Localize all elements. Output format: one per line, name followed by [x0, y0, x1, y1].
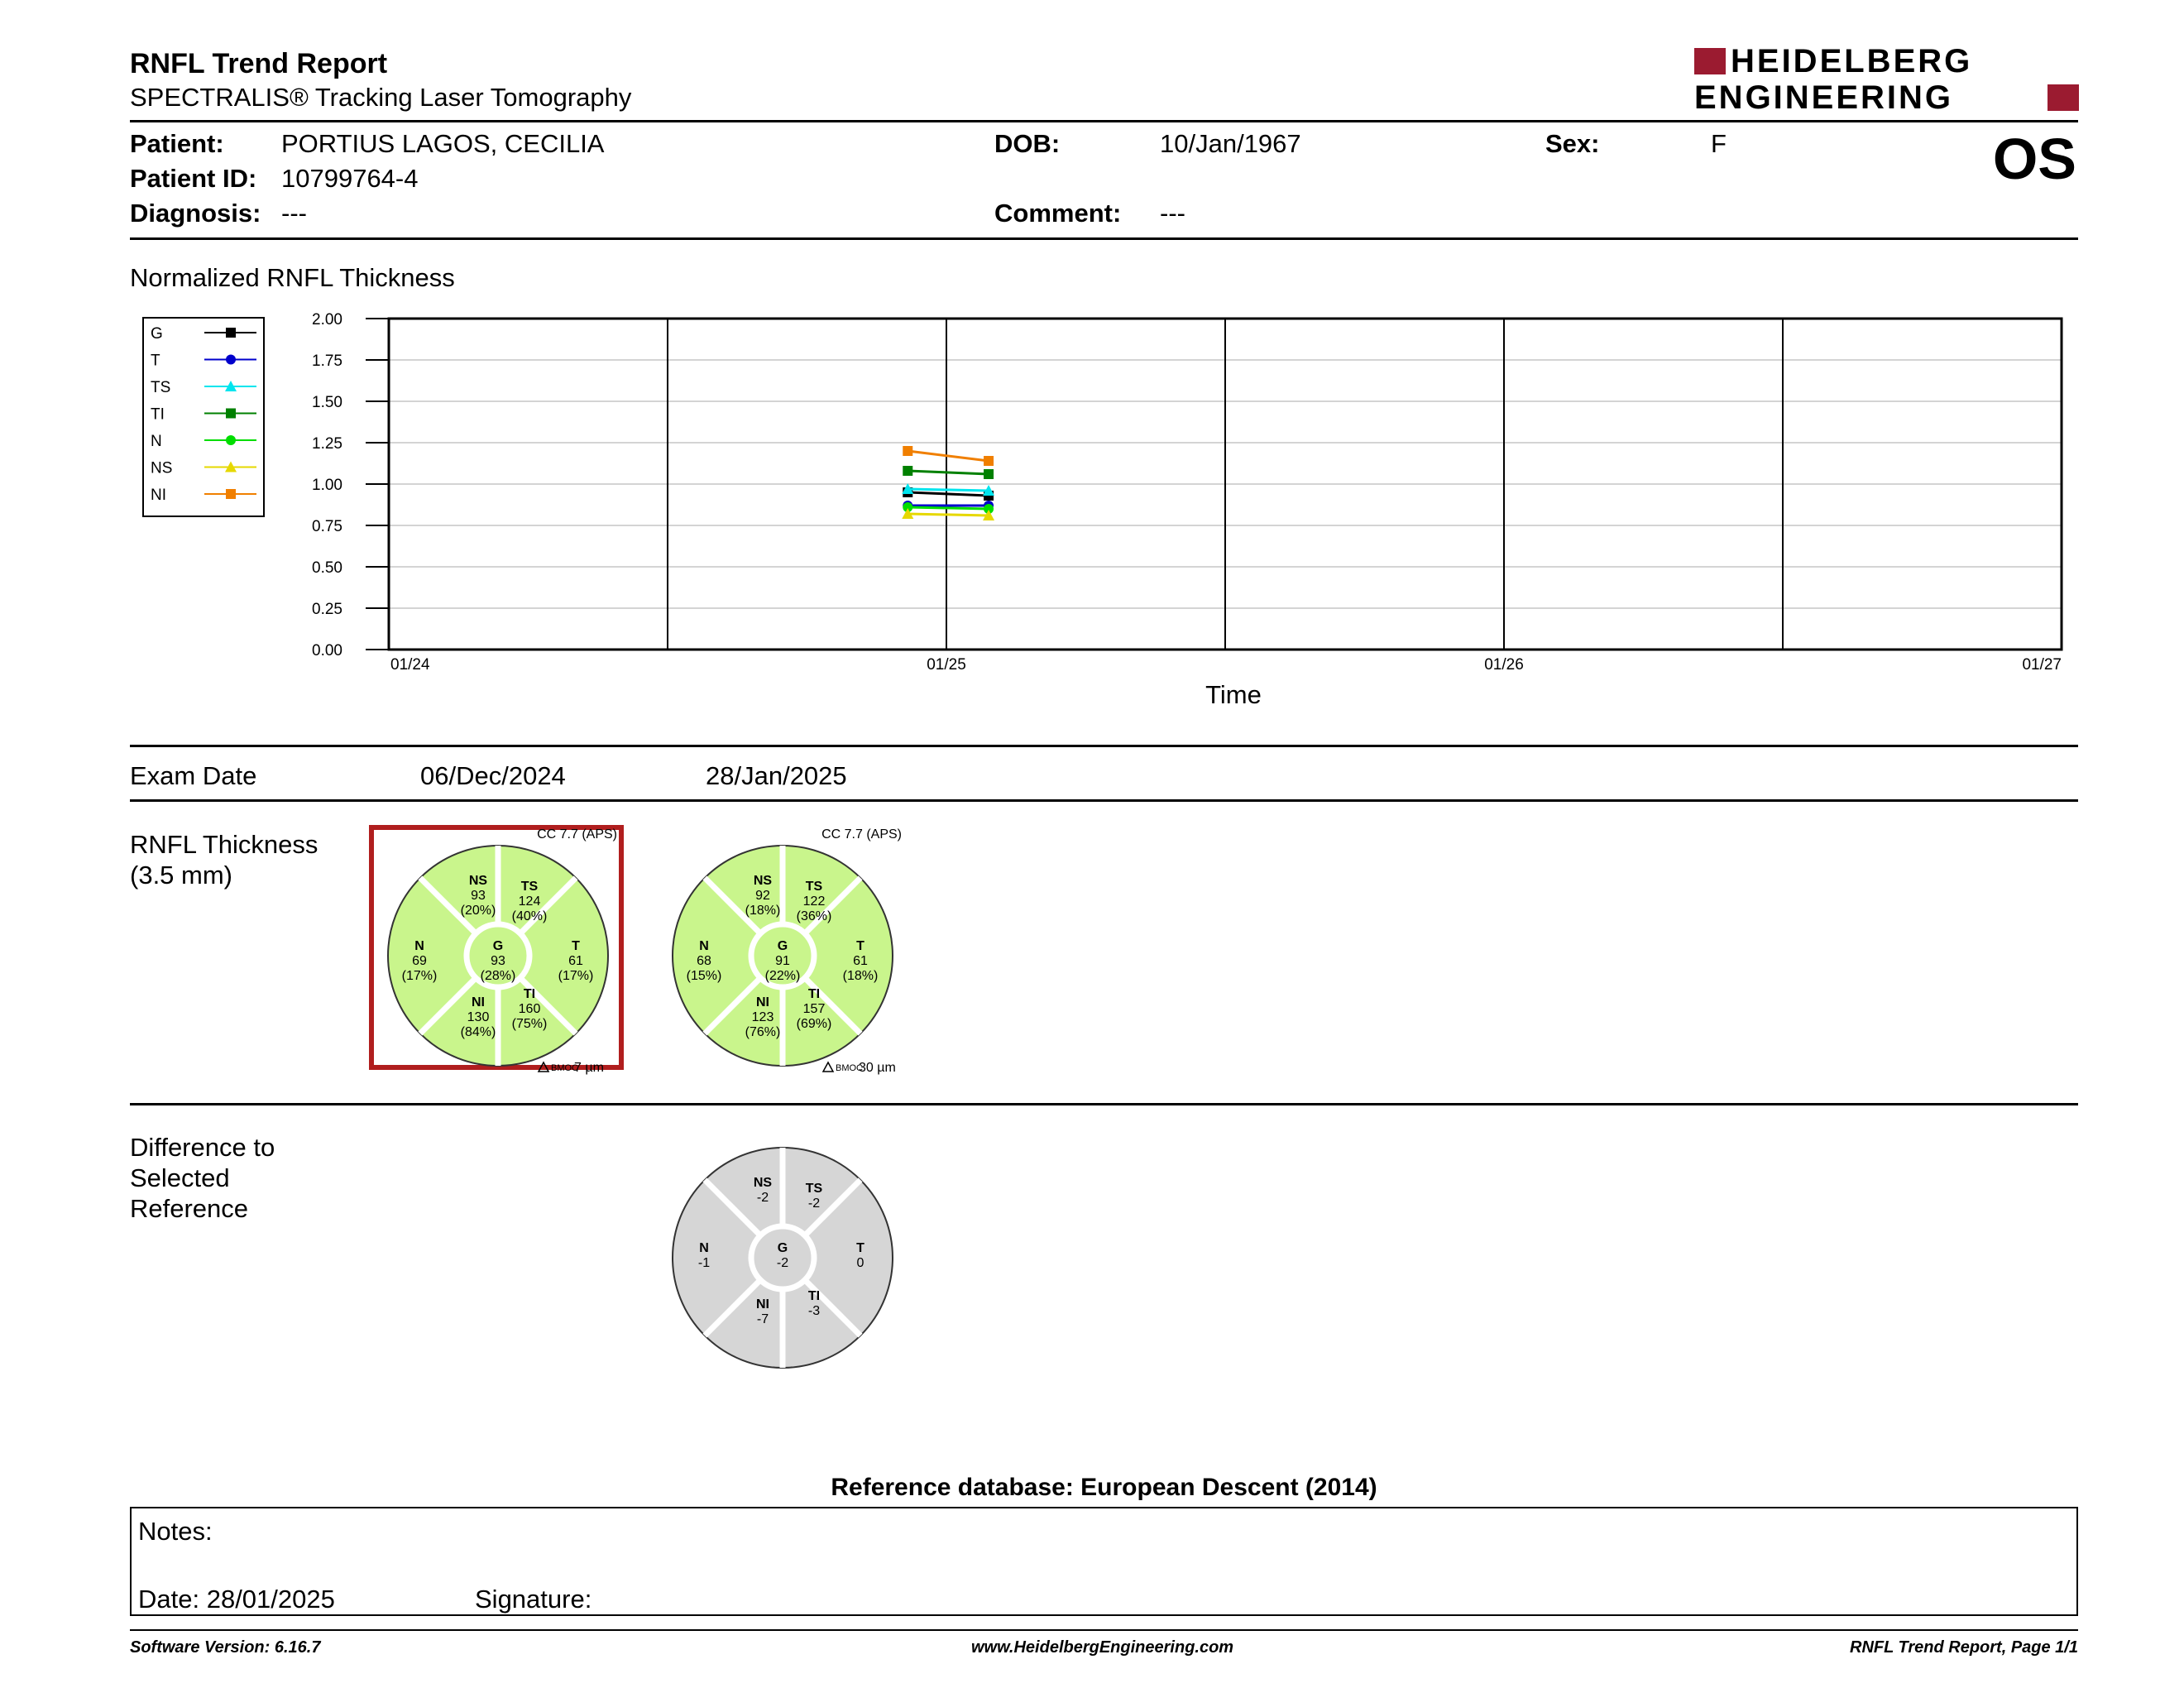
chart-legend	[143, 318, 264, 516]
sector-name: T	[856, 1241, 864, 1255]
sector-percent: (15%)	[686, 969, 722, 983]
reference-database: Reference database: European Descent (2014)	[831, 1474, 1377, 1501]
diagnosis-value: ---	[281, 199, 307, 228]
difference-label-line2: Selected	[130, 1163, 230, 1192]
sector-name: T	[572, 939, 580, 953]
sector-percent: (17%)	[401, 969, 438, 983]
sector-circle	[673, 1148, 893, 1368]
software-version: Software Version: 6.16.7	[130, 1638, 321, 1657]
y-tick-label: 1.75	[312, 352, 342, 370]
exam-date-label: Exam Date	[130, 761, 257, 790]
sector-name: TS	[520, 880, 539, 894]
series-line	[908, 507, 989, 509]
logo-text-top: HEIDELBERG	[1731, 43, 1973, 79]
sector-value: 93	[471, 889, 486, 903]
series-line	[908, 492, 989, 496]
sector-value: 69	[412, 954, 427, 968]
exam-date-1: 06/Dec/2024	[420, 761, 566, 790]
header-divider	[130, 120, 2078, 122]
logo-square-bottom	[2048, 84, 2079, 111]
legend-label: G	[151, 325, 163, 343]
sector-value: 130	[467, 1010, 490, 1024]
website-link[interactable]: www.HeidelbergEngineering.com	[971, 1638, 1234, 1657]
series-line	[908, 514, 989, 516]
notes-date: Date: 28/01/2025	[138, 1585, 335, 1614]
legend-marker	[226, 328, 236, 338]
exam-divider	[130, 799, 2078, 802]
sector-value: -2	[756, 1191, 769, 1205]
patient-id: 10799764-4	[281, 164, 419, 193]
sector-circle	[673, 846, 893, 1066]
sector-name: TI	[807, 987, 821, 1001]
eye-indicator: OS	[1992, 127, 2076, 191]
dob-label: DOB:	[994, 129, 1061, 158]
x-tick-label: 01/25	[927, 656, 966, 674]
sector-name: NS	[753, 1176, 773, 1190]
legend-label: TS	[151, 379, 171, 396]
data-point	[984, 456, 994, 466]
series-line	[908, 471, 989, 474]
difference-label-line3: Reference	[130, 1194, 249, 1223]
y-tick-label: 1.25	[312, 435, 342, 453]
y-tick-label: 1.00	[312, 477, 342, 494]
y-tick-label: 1.50	[312, 394, 342, 411]
data-point	[903, 466, 912, 476]
sector-percent: (28%)	[480, 969, 516, 983]
bmoc-label: BMOC	[836, 1063, 863, 1073]
logo-text-bottom: ENGINEERING	[1694, 79, 1954, 116]
chart-divider	[130, 745, 2078, 747]
y-tick-label: 0.00	[312, 642, 342, 659]
sector-name: N	[699, 939, 709, 953]
delta-icon	[823, 1062, 833, 1072]
sector-percent: (17%)	[558, 969, 594, 983]
sector-value: -1	[697, 1256, 711, 1270]
sector-name: G	[777, 1241, 788, 1255]
y-tick-label: 0.25	[312, 601, 342, 618]
sector-value: 68	[697, 954, 711, 968]
series-ti	[903, 466, 994, 479]
x-tick-label: 01/26	[1484, 656, 1524, 674]
sector-percent: (18%)	[745, 904, 781, 918]
dob-value: 10/Jan/1967	[1160, 129, 1301, 158]
sector-percent: (18%)	[842, 969, 879, 983]
legend-marker	[226, 435, 236, 445]
y-tick-label: 0.75	[312, 518, 342, 535]
bmoc-label: BMOC	[551, 1063, 578, 1073]
comment-label: Comment:	[994, 199, 1122, 228]
sector-name: N	[699, 1241, 709, 1255]
sector-name: TS	[805, 1182, 823, 1196]
legend-marker	[226, 489, 236, 499]
sector-value: 92	[755, 889, 770, 903]
exam-date-2: 28/Jan/2025	[706, 761, 847, 790]
sector-name: G	[492, 939, 504, 953]
legend-marker	[226, 409, 236, 419]
notes-box	[130, 1507, 2078, 1616]
patient-id-label: Patient ID:	[130, 164, 257, 193]
report-title: RNFL Trend Report	[130, 48, 388, 79]
y-tick-label: 2.00	[312, 311, 342, 328]
notes-label: Notes:	[138, 1517, 213, 1546]
patient-name: PORTIUS LAGOS, CECILIA	[281, 129, 605, 158]
x-tick-label: 01/24	[390, 656, 430, 674]
sector-percent: (76%)	[745, 1025, 781, 1039]
patient-divider	[130, 237, 2078, 240]
sector-percent: (22%)	[764, 969, 801, 983]
sector-percent: (20%)	[460, 904, 496, 918]
legend-label: TI	[151, 405, 165, 424]
sector-name: NI	[756, 1297, 769, 1312]
notes-signature: Signature:	[475, 1585, 592, 1614]
sector-name: T	[856, 939, 864, 953]
quality-score: CC 7.7 (APS)	[537, 827, 617, 842]
legend-label: NI	[151, 487, 166, 504]
rnfl-thickness-circles	[0, 819, 993, 1084]
legend-label: NS	[151, 459, 173, 477]
sector-name: NS	[753, 874, 773, 888]
sector-value: -2	[776, 1256, 789, 1270]
sector-value: 61	[853, 954, 868, 968]
quality-score: CC 7.7 (APS)	[821, 827, 902, 842]
sector-value: -7	[756, 1312, 769, 1326]
sector-value: -3	[807, 1304, 821, 1318]
page-number: RNFL Trend Report, Page 1/1	[1850, 1638, 2078, 1657]
legend-marker	[226, 355, 236, 365]
sector-percent: (69%)	[796, 1017, 832, 1031]
sector-value: 61	[568, 954, 583, 968]
sector-name: NS	[468, 874, 488, 888]
x-axis-title: Time	[1205, 680, 1262, 709]
difference-label-line1: Difference to	[130, 1133, 275, 1162]
rnfl-thickness-label-line2: (3.5 mm)	[130, 861, 232, 890]
sector-percent: (40%)	[511, 909, 548, 923]
comment-value: ---	[1160, 199, 1185, 228]
sector-percent: (84%)	[460, 1025, 496, 1039]
report-subtitle: SPECTRALIS® Tracking Laser Tomography	[130, 83, 632, 112]
heidelberg-logo	[1694, 43, 2079, 116]
sector-value: 160	[518, 1002, 541, 1016]
sector-name: TS	[805, 880, 823, 894]
rnfl-thickness-label-line1: RNFL Thickness	[130, 830, 318, 859]
sector-value: -2	[807, 1196, 821, 1211]
patient-name-label: Patient:	[130, 129, 224, 158]
diagnosis-label: Diagnosis:	[130, 199, 261, 228]
sector-percent: (75%)	[511, 1017, 548, 1031]
footer-divider	[130, 1629, 2078, 1631]
sector-name: NI	[472, 995, 485, 1009]
sector-percent: (36%)	[796, 909, 832, 923]
sector-value: 93	[491, 954, 505, 968]
sector-name: N	[414, 939, 424, 953]
x-tick-label: 01/27	[2022, 656, 2062, 674]
sector-name: G	[777, 939, 788, 953]
series-ni	[903, 446, 994, 466]
sex-label: Sex:	[1545, 129, 1600, 158]
y-tick-label: 0.50	[312, 559, 342, 577]
sector-value: 157	[802, 1002, 826, 1016]
sector-value: 0	[856, 1256, 864, 1270]
data-point	[903, 446, 912, 456]
legend-label: T	[151, 352, 160, 370]
sector-name: NI	[756, 995, 769, 1009]
logo-square-top	[1694, 48, 1726, 74]
series-line	[908, 451, 989, 461]
sector-value: 123	[751, 1010, 774, 1024]
sector-circle	[388, 846, 608, 1066]
bmoc-value: 30 µm	[859, 1061, 896, 1075]
sector-value: 122	[802, 894, 826, 909]
sector-value: 124	[518, 894, 541, 909]
sector-name: TI	[807, 1289, 821, 1303]
series-line	[908, 489, 989, 491]
difference-circle	[0, 1134, 993, 1382]
series-n	[903, 502, 994, 514]
trend-chart	[0, 298, 2184, 728]
legend-label: N	[151, 433, 162, 450]
chart-title: Normalized RNFL Thickness	[130, 263, 455, 292]
bmoc-value: 7 µm	[574, 1061, 604, 1075]
sex-value: F	[1711, 129, 1727, 158]
thickness-divider	[130, 1103, 2078, 1105]
sector-name: TI	[523, 987, 536, 1001]
sector-value: 91	[775, 954, 790, 968]
data-point	[984, 469, 994, 479]
